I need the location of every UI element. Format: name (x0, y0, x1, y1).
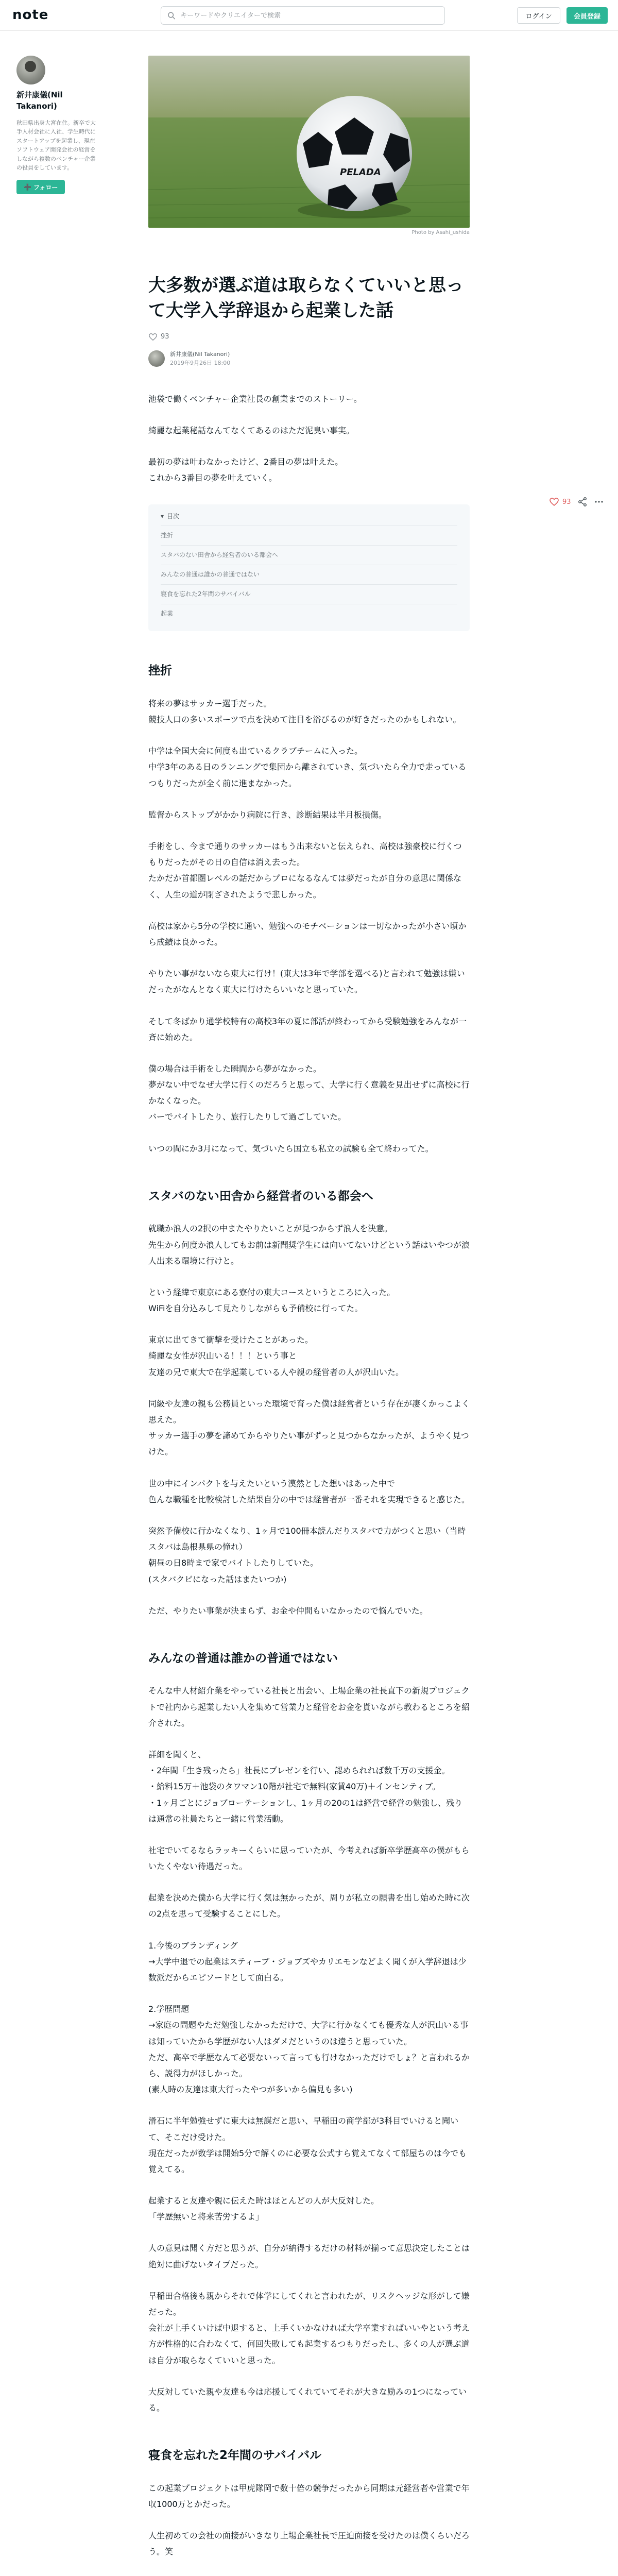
like-row (148, 332, 470, 342)
signup-button[interactable]: 会員登録 (566, 7, 608, 24)
floating-like-count: 93 (562, 498, 571, 506)
body-paragraph: という経緯で東京にある寮付の東大コースというところに入った。 WiFiを自分込みして見たりしながらも予備校に行ってた。 (148, 1287, 396, 1314)
list-icon: ▾ (161, 512, 164, 520)
login-button[interactable]: ログイン (517, 7, 560, 24)
floating-actions (549, 497, 604, 507)
body-paragraph: 起業すると友達や親に伝えた時はほとんどの人が大反対した。 「学歴無いと将来苦労するよ」 (148, 2196, 380, 2222)
follow-button[interactable] (16, 180, 65, 194)
section-heading: スタバのない田舎から経営者のいる都会へ (148, 1189, 373, 1203)
body-paragraph: ただ、やりたい事業が決まらず、お金や仲間もいなかったので悩んでいた。 (148, 1605, 428, 1616)
body-paragraph: 人生初めての会社の面接がいきなり上場企業社長で圧迫面接を受けたのは僕くらいだろう。笑 (148, 2531, 470, 2557)
search-box[interactable] (161, 6, 445, 25)
body-paragraph: 東京に出てきて衝撃を受けたことがあった。 綺麗な女性が沢山いる！！！という事と 友達の兄で東大で在学起業している人や親の経営者の人が沢山いた。 (148, 1335, 404, 1377)
body-paragraph: 高校は家から5分の学校に通い、勉強へのモチベーションは一切なかったが小さい頃から成績は良かった。 (148, 921, 467, 947)
sidebar-author-name[interactable]: 新井康儀(Nil Takanori) (16, 90, 63, 111)
body-paragraph: 詳細を聞くと、 ・2年間「生き残ったら」社長にプレゼンを行い、認められれば数千万の支援金。 ・給料15万＋池袋のタワマン10階が社宅で無料(家賃40万)＋インセンティブ。 ・1ヶ月ごとにジョブローテーションし、1ヶ月の20の1は経営で経営の勉強し、残りは通常の社員たちと一緒に営業活動。 (148, 1749, 462, 1824)
search-input[interactable] (180, 12, 438, 20)
section-heading: 挫折 (148, 664, 172, 678)
section-heading: みんなの普通は誰かの普通ではない (148, 1651, 338, 1665)
site-header (0, 0, 618, 31)
body-paragraph: 突然予備校に行かなくなり、1ヶ月で100冊本読んだりスタバで力がつくと思い（当時スタバは島根県県の憧れ） 朝昼の日8時まで家でバイトしたりしていた。 (スタバクビになった話はまたいつか) (148, 1526, 466, 1584)
article (148, 273, 470, 2576)
body-paragraph: 早稲田合格後も親からそれで体学にしてくれと言われたが、リスクヘッジな形がして嫌だった。 会社が上手くいけば中退すると、上手くいかなければ大学卒業すればいいやという考え方が性格的に合わなくて、何回失敗しても起業するつもりだったし、多くの人が選ぶ道は自分が取らなくていいと思った。 (148, 2291, 470, 2365)
body-paragraph: 将来の夢はサッカー選手だった。 競技人口の多いスポーツで点を決めて注目を浴びるのが好きだったのかもしれない。 (148, 698, 461, 725)
body-paragraph: やりたい事がないなら東大に行け！(東大は3年で学部を選べる)と言われて勉強は嫌いだったがなんとなく東大に行けたらいいなと思っていた。 (148, 969, 465, 995)
toc-item[interactable]: 起業 (161, 609, 174, 617)
body-paragraph: いつの間にか3月になって、気づいたら国立も私立の試験も全て終わってた。 (148, 1143, 434, 1154)
toc-heading[interactable] (161, 512, 457, 526)
body-paragraph: 2.学歴問題 →家庭の問題やただ勉強しなかっただけで、大学に行かなくても優秀な人が沢山いる事は知っていたから学歴がない人はダメだというのは違うと思っていた。 ただ、高卒で学歴なんて必要ないって言っても行けなかっただけでしょ？と言われるから、説得力がほしかった。 (素人時の友達は東大行ったやつが多いから偏見も多い) (148, 2004, 470, 2095)
toc-item[interactable]: 寝食を忘れた2年間のサバイバル (161, 585, 457, 604)
heart-icon[interactable] (148, 332, 158, 342)
follow-label: フォロー (33, 183, 58, 191)
person-add-icon: ➕ (24, 183, 31, 191)
body-paragraph: この起業プロジェクトは甲虎隊岡で数十倍の競争だったから同期は元経営者や営業で年収1000万とかだった。 (148, 2483, 470, 2509)
author-sidebar (16, 56, 99, 194)
author-avatar-small[interactable] (148, 350, 165, 367)
body-paragraph: 1.今後のブランディング →大学中退での起業はスティーブ・ジョブズやカリエモンなどよく聞くが入学辞退は少数派だからエピソードとして面白る。 (148, 1940, 467, 1983)
section-heading: 寝食を忘れた2年間のサバイバル (148, 2449, 322, 2463)
body-paragraph: 大反対していた親や友達も今は応援してくれていてそれが大きな励みの1つになっている。 (148, 2386, 467, 2413)
toc-item[interactable]: スタバのない田舎から経営者のいる都会へ (161, 546, 457, 565)
more-icon[interactable] (594, 497, 604, 507)
article-author[interactable]: 新井康儀(Nil Takanori) (170, 350, 230, 358)
toc-item[interactable]: みんなの普通は誰かの普通ではない (161, 565, 457, 585)
body-paragraph: 世の中にインパクトを与えたいという漠然とした想いはあった中で 色んな職種を比較検討した結果自分の中では経営者が一番それを実現できると感じた。 (148, 1478, 470, 1504)
body-paragraph: 監督からストップがかかり病院に行き、診断結果は半月板損傷。 (148, 809, 387, 820)
body-paragraph: 社宅でいてるならラッキーくらいに思っていたが、今考えれば新卒学歴高卒の僕がもらいたくやない待遇だった。 (148, 1845, 470, 1872)
article-title: 大多数が選ぶ道は取らなくていいと思って大学入学辞退から起業した話 (148, 275, 464, 321)
body-paragraph: そんな中人材紹介業をやっている社長と出会い、上場企業の社長直下の新規プロジェクトで社内から起業したい人を集めて営業力と経営をお金を貰いながら教わるところを紹介された。 (148, 1686, 470, 1728)
like-count[interactable]: 93 (161, 333, 169, 341)
toc-item[interactable]: 挫折 (161, 526, 457, 546)
table-of-contents (148, 504, 470, 631)
body-paragraph: 同級や友達の親も公務員といった環境で育った僕は経営者という存在が凄くかっこよく思えた。 サッカー選手の夢を諦めてからやりたい事がずっと見つからなかったが、ようやく見つけた。 (148, 1398, 470, 1457)
body-paragraph: 人の意見は聞く方だと思うが、自分が納得するだけの材料が揃って意思決定したことは絶対に曲げないタイプだった。 (148, 2243, 470, 2269)
body-paragraph: 僕の場合は手術をした瞬間から夢がなかった。 夢がない中でなぜ大学に行くのだろうと思って、大学に行く意義を見出せずに高校に行かなくなった。 バーでバイトしたり、旅行したりして過ごしていた。 (148, 1063, 470, 1122)
author-avatar[interactable] (16, 56, 45, 84)
intro-paragraph: 綺麗な起業秘話なんてなくてあるのはただ泥臭い事実。 (148, 425, 355, 435)
photo-credit[interactable]: Photo by Asahi_ushida (411, 230, 470, 235)
toc-heading-label: 目次 (167, 513, 180, 520)
note-logo[interactable]: note (12, 7, 49, 23)
body-paragraph: 滑石に半年勉強せずに東大は無謀だと思い、早稲田の商学部が3科目でいけると聞いて、そこだけ受けた。 現在だったが数学は開始5分で解くのに必要な公式すら覚えてなくて部屋ちのは今でも覚えてる。 (148, 2116, 467, 2174)
body-paragraph: 就職か浪人の2択の中またやりたいことが見つからず浪人を決意。 先生から何度か浪人してもお前は新聞奨学生には向いてないけどという話はいやつが浪人出来る環境に行けと。 (148, 1224, 470, 1266)
author-row (148, 350, 470, 367)
intro-paragraph: 最初の夢は叶わなかったけど、2番目の夢は叶えた。 これから3番目の夢を叶えていく。 (148, 457, 344, 483)
search-icon (167, 11, 175, 20)
hero-image (148, 56, 470, 228)
sidebar-author-bio: 秋田県出身大宮在住。新卒で大手人材会社に入社、学生時代にスタートアップを起業し、現在ソフトウェア開発会社の経営をしながら複数のベンチャー企業の役員をしています。 (16, 119, 96, 172)
body-paragraph: 手術をし、今まで通りのサッカーはもう出来ないと伝えられ、高校は強豪校に行くつもりだったがその日の自信は消え去った。 たかだか首都圏レベルの話だからプロになるなんては夢だったが自分の意思に関係なく、人生の道が閉ざされたようで悲しかった。 (148, 841, 462, 900)
body-paragraph: 起業を決めた僕から大学に行く気は無かったが、周りが私立の願書を出し始めた時に次の2点を思って受験することにした。 (148, 1893, 470, 1919)
share-icon[interactable] (577, 497, 588, 507)
body-paragraph: 中学は全国大会に何度も出ているクラブチームに入った。 中学3年のある日のランニングで集団から離されていき、気づいたら全力で走っているつもりだったが全く前に進まなかった。 (148, 746, 467, 788)
body-paragraph: そして冬ばかり通学校特有の高校3年の夏に部活が終わってから受験勉強をみんなが一斉に始めた。 (148, 1016, 467, 1042)
intro-paragraph: 池袋で働くベンチャー企業社長の創業までのストーリー。 (148, 394, 362, 404)
publish-date: 2019年9月26日 18:00 (170, 359, 231, 366)
heart-icon[interactable] (549, 497, 559, 507)
ball-brand-text: PELADA (340, 167, 381, 178)
